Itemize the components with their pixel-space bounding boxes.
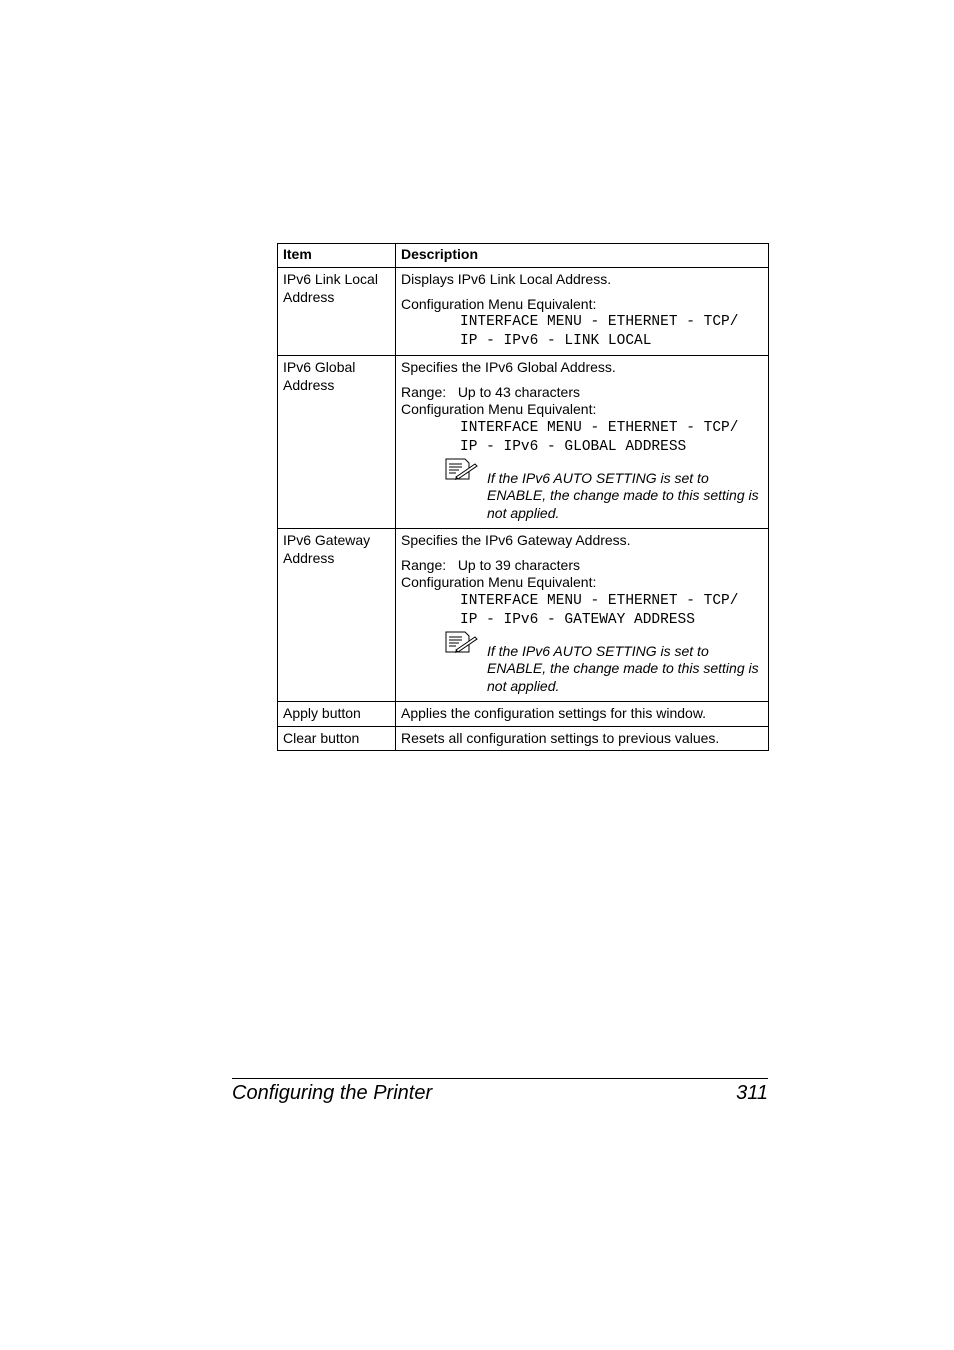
table-row (278, 702, 769, 727)
config-path-line: INTERFACE MENU - ETHERNET - TCP/ (460, 314, 739, 330)
range-text: Range: Up to 43 characters (401, 383, 580, 400)
description-cell: Resets all configuration settings to previous values. (396, 726, 769, 751)
description-cell (396, 356, 769, 529)
config-path-line: INTERFACE MENU - ETHERNET - TCP/ (460, 592, 739, 609)
settings-table (277, 243, 769, 751)
config-path-line: INTERFACE MENU - ETHERNET - TCP/ (460, 419, 739, 436)
description-text: Specifies the IPv6 Global Address. (401, 359, 616, 375)
footer-divider (232, 1078, 768, 1079)
note-pencil-icon (444, 631, 478, 653)
config-path-line: IP - IPv6 - GLOBAL ADDRESS (460, 438, 687, 455)
page-number: 311 (736, 1082, 768, 1104)
column-header-description: Description (396, 244, 769, 268)
description-cell: Applies the configuration settings for this window. (396, 702, 769, 727)
item-cell: Clear button (278, 726, 396, 751)
table-row (278, 356, 769, 529)
note: If the IPv6 AUTO SETTING is set to ENABLE, the change made to this setting is not applied. (401, 643, 764, 696)
item-cell: IPv6 Global Address (278, 356, 396, 529)
range-text: Range: Up to 39 characters (401, 556, 580, 573)
config-label: Configuration Menu Equivalent: (401, 295, 597, 312)
footer-chapter-title: Configuring the Printer (232, 1082, 433, 1104)
config-label: Configuration Menu Equivalent: (401, 401, 597, 417)
description-text: Specifies the IPv6 Gateway Address. (401, 532, 631, 548)
config-path-line: IP - IPv6 - GATEWAY ADDRESS (460, 611, 695, 628)
item-cell: IPv6 Gateway Address (278, 529, 396, 702)
description-cell (396, 268, 769, 356)
table-header-row (278, 244, 769, 268)
table-row (278, 726, 769, 751)
description-cell (396, 529, 769, 702)
config-path-line: IP - IPv6 - LINK LOCAL (460, 333, 652, 349)
note: If the IPv6 AUTO SETTING is set to ENABLE, the change made to this setting is not applied. (401, 470, 764, 523)
config-label: Configuration Menu Equivalent: (401, 574, 597, 590)
item-cell: Apply button (278, 702, 396, 727)
note-pencil-icon (444, 458, 478, 480)
column-header-item: Item (278, 244, 396, 268)
item-cell: IPv6 Link Local Address (278, 268, 396, 356)
table-row (278, 529, 769, 702)
description-text: Displays IPv6 Link Local Address. (401, 271, 612, 287)
table-row (278, 268, 769, 356)
